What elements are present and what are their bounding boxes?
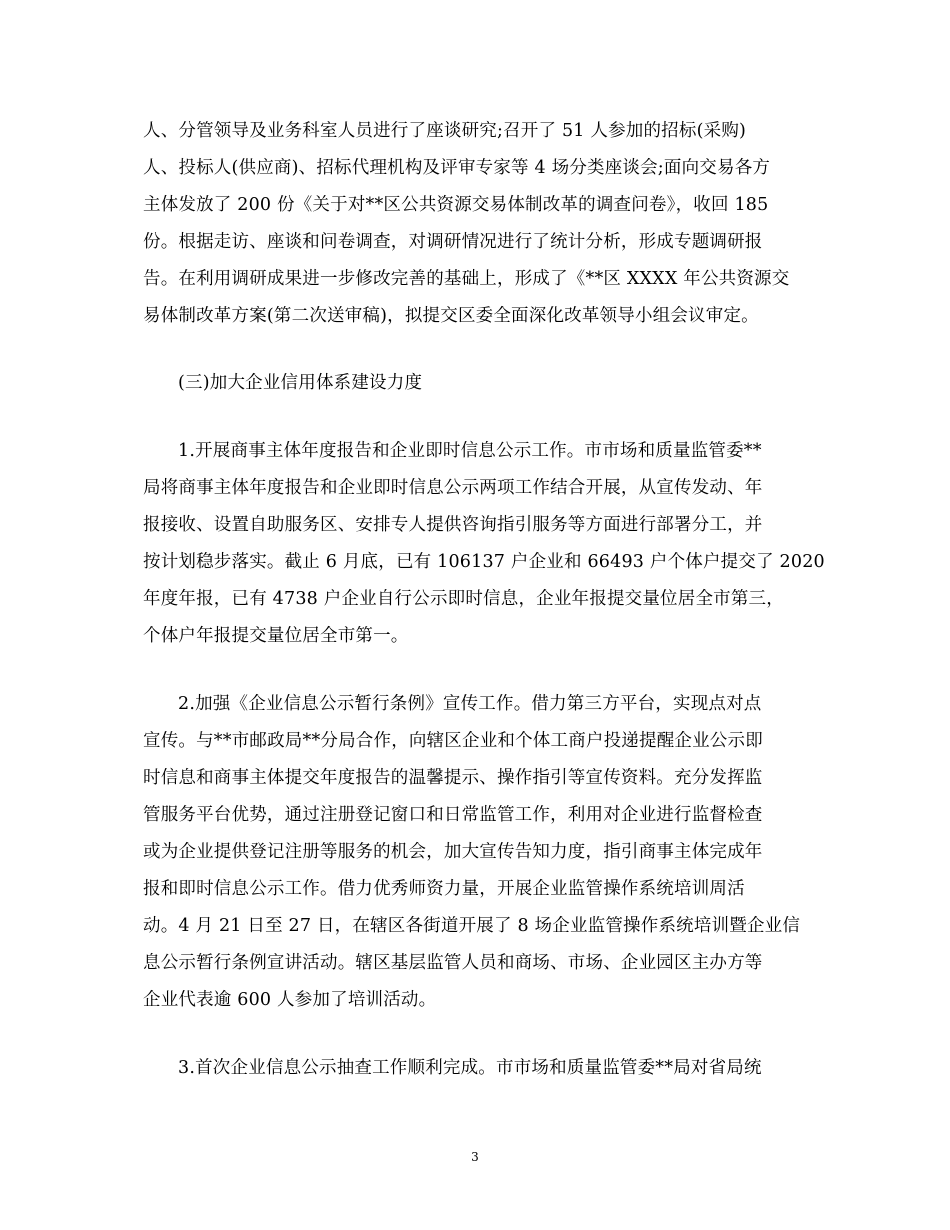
paragraph-1-line-4: 份。根据走访、座谈和问卷调查，对调研情况进行了统计分析，形成专题调研报 [143, 232, 763, 252]
paragraph-3-line-6: 报和即时信息公示工作。借力优秀师资力量，开展企业监管操作系统培训周活 [143, 879, 745, 899]
paragraph-1-line-3: 主体发放了 200 份《关于对**区公共资源交易体制改革的调查问卷》，收回 185 [143, 195, 769, 215]
paragraph-2-line-3: 报接收、设置自助服务区、安排专人提供咨询指引服务等方面进行部署分工，并 [143, 515, 763, 535]
paragraph-3-line-7: 动。4 月 21 日至 27 日，在辖区各街道开展了 8 场企业监管操作系统培训暨企业信 [143, 916, 801, 936]
paragraph-3-line-3: 时信息和商事主体提交年度报告的温馨提示、操作指引等宣传资料。充分发挥监 [143, 768, 763, 788]
section-heading: (三)加大企业信用体系建设力度 [178, 373, 423, 393]
paragraph-1-line-5: 告。在利用调研成果进一步修改完善的基础上，形成了《**区 XXXX 年公共资源交 [143, 269, 790, 289]
paragraph-2-line-6: 个体户年报提交量位居全市第一。 [143, 626, 409, 646]
paragraph-3-line-4: 管服务平台优势，通过注册登记窗口和日常监管工作，利用对企业进行监督检查 [143, 805, 763, 825]
paragraph-3-line-9: 企业代表逾 600 人参加了培训活动。 [143, 990, 437, 1010]
paragraph-3-line-5: 或为企业提供登记注册等服务的机会，加大宣传告知力度，指引商事主体完成年 [143, 842, 763, 862]
paragraph-2-line-1: 1.开展商事主体年度报告和企业即时信息公示工作。市市场和质量监管委** [178, 441, 762, 461]
paragraph-4-line-1: 3.首次企业信息公示抽查工作顺利完成。市市场和质量监管委**局对省局统 [178, 1058, 762, 1078]
paragraph-1-line-2: 人、投标人(供应商)、招标代理机构及评审专家等 4 场分类座谈会;面向交易各方 [143, 158, 771, 178]
paragraph-1-line-1: 人、分管领导及业务科室人员进行了座谈研究;召开了 51 人参加的招标(采购) [143, 121, 747, 141]
paragraph-2-line-2: 局将商事主体年度报告和企业即时信息公示两项工作结合开展，从宣传发动、年 [143, 478, 763, 498]
paragraph-3-line-2: 宣传。与**市邮政局**分局合作，向辖区企业和个体工商户投递提醒企业公示即 [143, 731, 763, 751]
paragraph-3-line-8: 息公示暂行条例宣讲活动。辖区基层监管人员和商场、市场、企业园区主办方等 [143, 953, 763, 973]
paragraph-1-line-6: 易体制改革方案(第二次送审稿)，拟提交区委全面深化改革领导小组会议审定。 [143, 306, 759, 326]
paragraph-2-line-5: 年度年报，已有 4738 户企业自行公示即时信息，企业年报提交量位居全市第三， [143, 589, 784, 609]
paragraph-2-line-4: 按计划稳步落实。截止 6 月底，已有 106137 户企业和 66493 户个体户提交了 2020 [143, 552, 825, 572]
page-number: 3 [471, 1150, 479, 1164]
paragraph-3-line-1: 2.加强《企业信息公示暂行条例》宣传工作。借力第三方平台，实现点对点 [178, 694, 762, 714]
